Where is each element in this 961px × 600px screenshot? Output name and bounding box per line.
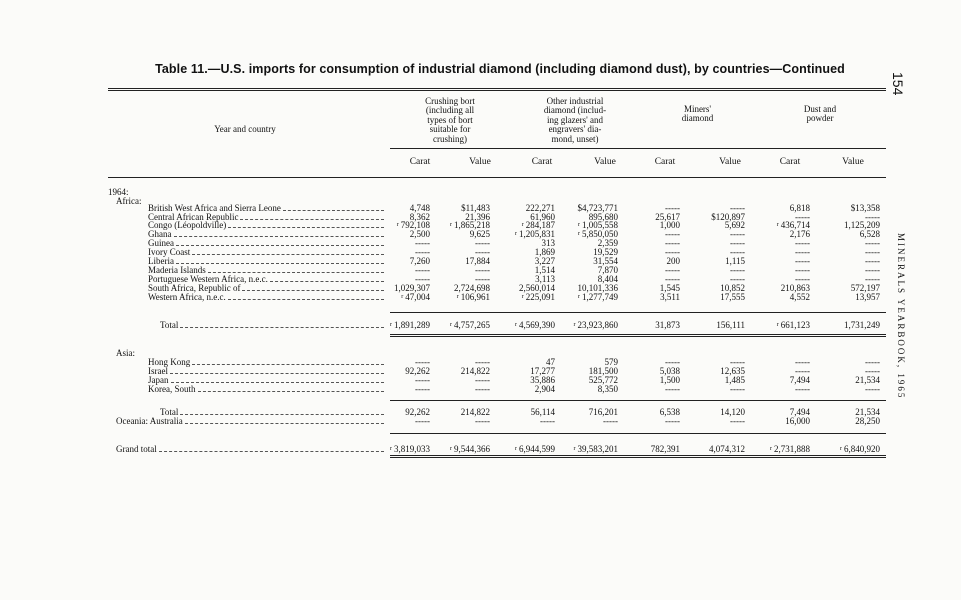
table-cell: ----- — [730, 416, 745, 426]
leader-dots — [170, 366, 384, 374]
revised-mark: r — [578, 231, 580, 237]
table-cell: 1,115 — [725, 256, 745, 266]
table-cell: $4,723,771 — [577, 203, 618, 213]
table-cell: ----- — [730, 203, 745, 213]
table-cell: ----- — [795, 384, 810, 394]
table-cell: $^r$ 225,091 — [521, 292, 555, 302]
table-cell: ----- — [475, 357, 490, 367]
table-cell: $^r$ 23,923,860 — [573, 320, 618, 330]
table-cell: ----- — [730, 229, 745, 239]
row-label: Total — [160, 407, 179, 417]
leader-dots — [176, 256, 384, 264]
table-row-total — [0, 320, 961, 330]
grand-total-rule-top — [390, 433, 886, 434]
table-cell: 525,772 — [588, 375, 618, 385]
table-cell: ----- — [865, 274, 880, 284]
table-cell: 6,538 — [659, 407, 680, 417]
table-cell: ----- — [475, 238, 490, 248]
table-cell: $^r$ 2,731,888 — [770, 444, 810, 454]
table-cell: 6,818 — [789, 203, 810, 213]
table-cell: ----- — [795, 247, 810, 257]
col-carat-1: Carat — [409, 157, 431, 167]
table-cell: 572,197 — [850, 283, 880, 293]
table-cell: 35,886 — [530, 375, 555, 385]
header-dust-powder: Dust and powder — [803, 104, 837, 124]
table-cell: 2,359 — [597, 238, 618, 248]
col-carat-3: Carat — [654, 157, 676, 167]
table-cell: ----- — [475, 274, 490, 284]
revised-mark: r — [401, 294, 404, 300]
leader-dots — [283, 203, 384, 211]
table-cell: 782,391 — [650, 444, 680, 454]
table-cell: 716,201 — [588, 407, 618, 417]
table-cell: 1,500 — [659, 375, 680, 385]
table-cell: 10,101,336 — [577, 283, 618, 293]
table-cell: $^r$ 3,819,033 — [390, 444, 430, 454]
revised-mark: r — [573, 322, 576, 328]
table-cell: $^r$ 284,187 — [521, 220, 555, 230]
table-cell: 47 — [546, 357, 555, 367]
header-sub-rule — [390, 148, 886, 149]
row-label: 1964: — [108, 187, 129, 197]
revised-mark: r — [776, 322, 779, 328]
table-cell: ----- — [665, 265, 680, 275]
table-cell: 17,277 — [530, 366, 555, 376]
row-label: Ghana — [148, 229, 172, 239]
table-cell: ----- — [730, 384, 745, 394]
revised-mark: r — [450, 322, 452, 328]
table-cell: ----- — [665, 203, 680, 213]
table-cell: 19,529 — [593, 247, 618, 257]
leader-dots — [270, 274, 384, 282]
table-cell: $^r$ 1,005,558 — [578, 220, 618, 230]
revised-mark: r — [450, 446, 452, 452]
row-label: British West Africa and Sierra Leone — [148, 203, 281, 213]
revised-mark: r — [578, 222, 580, 228]
header-year-country: Year and country — [214, 124, 276, 134]
africa-total-rule-bottom-1 — [390, 334, 886, 335]
row-label: Western Africa, n.e.c. — [148, 292, 226, 302]
revised-mark: r — [390, 322, 392, 328]
revised-mark: r — [776, 222, 779, 228]
table-cell: 3,511 — [660, 292, 680, 302]
table-cell: 1,485 — [724, 375, 745, 385]
table-cell: 5,692 — [724, 220, 745, 230]
table-cell: 579 — [604, 357, 618, 367]
table-cell: 895,680 — [588, 212, 618, 222]
table-cell: ----- — [665, 357, 680, 367]
leader-dots — [171, 375, 385, 383]
table-cell: ----- — [795, 256, 810, 266]
table-title: Table 11.—U.S. imports for consumption of industrial diamond (including diamond dust), by countries—Continued — [155, 62, 845, 76]
table-cell: ----- — [795, 357, 810, 367]
leader-dots — [192, 247, 384, 255]
table-cell: $^r$ 792,108 — [396, 220, 430, 230]
revised-mark: r — [578, 294, 580, 300]
table-cell: 28,250 — [855, 416, 880, 426]
table-cell: 21,396 — [465, 212, 490, 222]
col-value-1: Value — [469, 157, 491, 167]
table-cell: 21,534 — [855, 375, 880, 385]
table-cell: ----- — [795, 212, 810, 222]
table-cell: $13,358 — [850, 203, 880, 213]
table-cell: ----- — [603, 416, 618, 426]
table-cell: ----- — [475, 384, 490, 394]
table-cell: 12,635 — [720, 366, 745, 376]
table-cell: ----- — [415, 384, 430, 394]
table-cell: ----- — [730, 238, 745, 248]
table-cell: 2,724,698 — [454, 283, 490, 293]
table-cell: ----- — [475, 247, 490, 257]
table-cell: ----- — [865, 265, 880, 275]
table-cell: $^r$ 6,840,920 — [840, 444, 880, 454]
table-cell: 200 — [666, 256, 680, 266]
table-cell: 14,120 — [720, 407, 745, 417]
table-cell: ----- — [475, 416, 490, 426]
table-cell: 56,114 — [530, 407, 555, 417]
table-cell: ----- — [865, 256, 880, 266]
table-cell: 214,822 — [460, 407, 490, 417]
table-cell: 17,555 — [720, 292, 745, 302]
table-cell: 92,262 — [405, 366, 430, 376]
revised-mark: r — [390, 446, 392, 452]
table-cell: 1,731,249 — [844, 320, 880, 330]
row-label: Ivory Coast — [148, 247, 191, 257]
col-carat-2: Carat — [531, 157, 553, 167]
row-label: Congo (Léopoldville) — [148, 220, 227, 230]
table-cell: 61,960 — [530, 212, 555, 222]
row-label: Asia: — [116, 348, 135, 358]
header-bottom-rule — [108, 177, 886, 178]
table-cell: ----- — [795, 265, 810, 275]
running-head: MINERALS YEARBOOK, 1965 — [896, 233, 906, 400]
table-cell: 1,545 — [659, 283, 680, 293]
row-label: Africa: — [116, 196, 142, 206]
table-cell: $^r$ 436,714 — [776, 220, 810, 230]
table-cell: 3,227 — [534, 256, 555, 266]
table-cell: 1,869 — [534, 247, 555, 257]
table-cell: 222,271 — [525, 203, 555, 213]
table-cell: ----- — [415, 247, 430, 257]
table-cell: ----- — [665, 247, 680, 257]
header-other-industrial: Other industrial diamond (includ- ing glazers' and engravers' dia- mond, unset) — [543, 96, 607, 144]
table-cell: 156,111 — [716, 320, 745, 330]
leader-dots — [208, 265, 384, 273]
table-cell: ----- — [730, 247, 745, 257]
table-cell: ----- — [795, 238, 810, 248]
row-label: Japan — [148, 375, 169, 385]
leader-dots — [240, 212, 384, 220]
table-cell: $^r$ 5,850,050 — [578, 229, 618, 239]
top-rule-2 — [108, 90, 886, 91]
table-cell: 2,560,014 — [519, 283, 555, 293]
leader-dots — [242, 283, 384, 291]
table-cell: ----- — [865, 384, 880, 394]
table-cell: ----- — [730, 274, 745, 284]
table-cell: ----- — [415, 274, 430, 284]
table-cell: 7,870 — [597, 265, 618, 275]
table-cell: ----- — [415, 265, 430, 275]
leader-dots — [228, 292, 384, 300]
table-cell: ----- — [865, 238, 880, 248]
revised-mark: r — [573, 446, 576, 452]
table-cell: 8,404 — [597, 274, 618, 284]
revised-mark: r — [450, 222, 452, 228]
table-cell: 7,260 — [409, 256, 430, 266]
page-number: 154 — [890, 72, 906, 96]
table-row — [0, 292, 961, 302]
table-cell: ----- — [665, 274, 680, 284]
africa-total-rule-bottom-2 — [390, 336, 886, 337]
col-carat-4: Carat — [779, 157, 801, 167]
row-label: Central African Republic — [148, 212, 239, 222]
table-cell: 210,863 — [780, 283, 810, 293]
table-cell: $^r$ 4,569,390 — [515, 320, 555, 330]
table-cell: 4,074,312 — [709, 444, 745, 454]
row-label: Liberia — [148, 256, 174, 266]
leader-dots — [198, 384, 385, 392]
table-cell: 9,625 — [469, 229, 490, 239]
table-cell: 181,500 — [588, 366, 618, 376]
table-cell: 2,500 — [409, 229, 430, 239]
table-row — [0, 444, 961, 454]
table-cell: $^r$ 9,544,366 — [450, 444, 490, 454]
table-cell: ----- — [795, 366, 810, 376]
table-cell: $^r$ 1,891,289 — [390, 320, 430, 330]
revised-mark: r — [515, 322, 517, 328]
row-label: Grand total — [116, 444, 157, 454]
table-cell: $^r$ 106,961 — [456, 292, 490, 302]
table-cell: ----- — [865, 366, 880, 376]
table-cell: 214,822 — [460, 366, 490, 376]
table-cell: ----- — [665, 238, 680, 248]
table-cell: $^r$ 39,583,201 — [573, 444, 618, 454]
table-cell: $^r$ 1,277,749 — [578, 292, 618, 302]
table-cell: 16,000 — [785, 416, 810, 426]
row-label: Israel — [148, 366, 168, 376]
table-cell: 1,000 — [659, 220, 680, 230]
row-label: Portuguese Western Africa, n.e.c. — [148, 274, 268, 284]
top-rule — [108, 88, 886, 89]
revised-mark: r — [456, 294, 459, 300]
revised-mark: r — [840, 446, 842, 452]
table-cell: 10,852 — [720, 283, 745, 293]
revised-mark: r — [515, 231, 517, 237]
leader-dots — [159, 444, 384, 452]
asia-total-rule-top — [390, 400, 886, 401]
col-value-4: Value — [842, 157, 864, 167]
leader-dots — [185, 416, 384, 424]
table-cell: 3,113 — [535, 274, 555, 284]
row-label: Oceania: Australia — [116, 416, 183, 426]
table-cell: ----- — [665, 384, 680, 394]
row-label: Maderia Islands — [148, 265, 206, 275]
table-cell: ----- — [665, 416, 680, 426]
row-label: Korea, South — [148, 384, 196, 394]
table-row — [0, 384, 961, 394]
row-label: Hong Kong — [148, 357, 191, 367]
table-cell: ----- — [665, 229, 680, 239]
table-cell: 4,552 — [789, 292, 810, 302]
grand-total-rule-bottom-1 — [390, 455, 886, 456]
table-cell: 7,494 — [789, 407, 810, 417]
table-cell: $^r$ 47,004 — [401, 292, 430, 302]
table-cell: 6,528 — [859, 229, 880, 239]
header-miners-diamond: Miners' diamond — [681, 104, 714, 124]
header-crushing-bort: Crushing bort (including all types of bort suitable for crushing) — [425, 96, 475, 144]
revised-mark: r — [521, 222, 524, 228]
table-cell: 1,125,209 — [844, 220, 880, 230]
col-value-2: Value — [594, 157, 616, 167]
revised-mark: r — [515, 446, 517, 452]
table-cell: 5,038 — [659, 366, 680, 376]
table-cell: ----- — [730, 357, 745, 367]
table-cell: $^r$ 4,757,265 — [450, 320, 490, 330]
table-cell: $^r$ 661,123 — [776, 320, 810, 330]
leader-dots — [192, 357, 384, 365]
table-cell: 13,957 — [855, 292, 880, 302]
table-cell: ----- — [475, 375, 490, 385]
row-label: Guinea — [148, 238, 174, 248]
table-cell: 7,494 — [789, 375, 810, 385]
col-value-3: Value — [719, 157, 741, 167]
leader-dots — [180, 407, 384, 415]
table-cell: 2,904 — [534, 384, 555, 394]
table-cell: 2,176 — [789, 229, 810, 239]
table-cell: ----- — [415, 357, 430, 367]
table-cell: ----- — [865, 247, 880, 257]
table-cell: ----- — [540, 416, 555, 426]
table-cell: 1,029,307 — [394, 283, 430, 293]
table-cell: $^r$ 1,205,831 — [515, 229, 555, 239]
table-cell: 25,617 — [655, 212, 680, 222]
table-cell: ----- — [865, 212, 880, 222]
table-cell: $^r$ 6,944,599 — [515, 444, 555, 454]
table-cell: 1,514 — [534, 265, 555, 275]
table-cell: ----- — [475, 265, 490, 275]
table-cell: ----- — [415, 375, 430, 385]
leader-dots — [174, 229, 385, 237]
table-cell: ----- — [730, 265, 745, 275]
grand-total-rule-bottom-2 — [390, 457, 886, 458]
revised-mark: r — [770, 446, 772, 452]
table-cell: 92,262 — [405, 407, 430, 417]
table-cell: 4,748 — [409, 203, 430, 213]
table-cell: $11,483 — [461, 203, 490, 213]
table-cell: 8,350 — [597, 384, 618, 394]
table-row — [0, 416, 961, 426]
revised-mark: r — [396, 222, 399, 228]
table-cell: ----- — [865, 357, 880, 367]
table-cell: 17,884 — [465, 256, 490, 266]
leader-dots — [180, 320, 384, 328]
row-label: South Africa, Republic of — [148, 283, 241, 293]
table-cell: $^r$ 1,865,218 — [450, 220, 490, 230]
table-cell: ----- — [415, 416, 430, 426]
row-label: Total — [160, 320, 179, 330]
leader-dots — [228, 220, 384, 228]
table-cell: 31,873 — [655, 320, 680, 330]
table-cell: ----- — [795, 274, 810, 284]
table-cell: 21,534 — [855, 407, 880, 417]
leader-dots — [176, 238, 384, 246]
table-cell: 313 — [541, 238, 555, 248]
revised-mark: r — [521, 294, 524, 300]
table-cell: ----- — [415, 238, 430, 248]
africa-total-rule-top — [390, 312, 886, 313]
table-cell: 31,554 — [593, 256, 618, 266]
table-cell: 8,362 — [409, 212, 430, 222]
table-cell: $120,897 — [711, 212, 745, 222]
